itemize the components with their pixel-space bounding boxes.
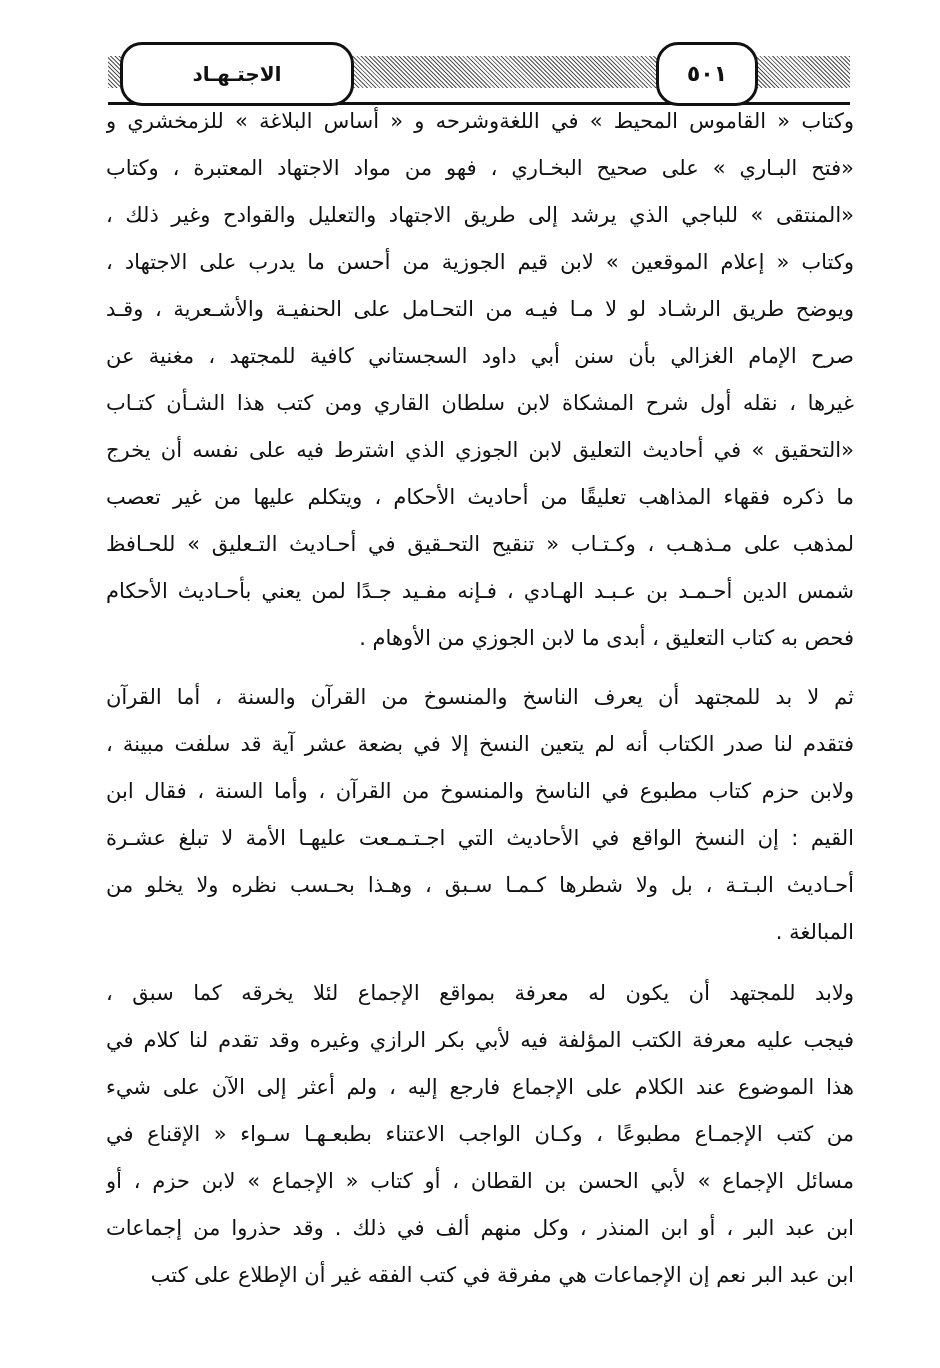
text-line: هذا الموضوع عند الكلام على الإجماع فارجع إليه ، ولم أعثر إلى الآن على شيء	[106, 1075, 854, 1099]
text-line: مسائل الإجماع » لأبي الحسن بن القطان ، أو كتاب « الإجماع » لابن حزم ، أو	[106, 1169, 854, 1193]
paragraph-2	[106, 674, 854, 956]
text-line: «فتح البـاري » على صحيح البخـاري ، فهو من مواد الاجتهاد المعتبرة ، وكتاب	[106, 156, 854, 180]
text-line: المبالغة .	[775, 920, 854, 944]
text-line: ثم لا بد للمجتهد أن يعرف الناسخ والمنسوخ من القرآن والسنة ، أما القرآن	[106, 685, 854, 709]
text-line: ما ذكره فقهاء المذاهب تعليقًا من أحاديث الأحكام ، ويتكلم عليها من غير تعصب	[106, 485, 854, 509]
text-line: ولابد للمجتهد أن يكون له معرفة بمواقع الإجماع لئلا يخرقه كما سبق ،	[106, 981, 854, 1005]
page-number: ٥٠١	[656, 42, 758, 106]
text-line: فحص به كتاب التعليق ، أبدى ما لابن الجوزي من الأوهام .	[359, 626, 854, 650]
text-line: أحـاديث البـتـة ، بل ولا شطرها كـمـا سـبق ، وهـذا بحـسب نظره ولا يخلو من	[106, 873, 854, 897]
text-line: شمس الدين أحـمـد بن عـبـد الهـادي ، فـإنه مفـيد جـدًا لمن يعني بأحـاديث الأحكام	[106, 579, 854, 603]
text-line: ويوضح طريق الرشـاد لو لا مـا فيـه من التحـامل على الحنفيـة والأشـعرية ، وقـد	[106, 297, 854, 321]
text-line: القيم : إن النسخ الواقع في الأحاديث التي اجـتـمـعت عليهـا الأمة لا تبلغ عشـرة	[106, 826, 854, 850]
paragraph-1	[106, 98, 854, 662]
text-line: وكتاب « إعلام الموقعين » لابن قيم الجوزية من أحسن ما يدرب على الاجتهاد ،	[106, 250, 854, 274]
text-line: غيرها ، نقله أول شرح المشكاة لابن سلطان القاري ومن كتب هذا الشـأن كتـاب	[106, 391, 854, 415]
text-line: فتقدم لنا صدر الكتاب أنه لم يتعين النسخ إلا في بضعة عشر آية قد سلفت مبينة ،	[106, 732, 854, 756]
text-line: ابن عبد البر نعم إن الإجماعات هي مفرقة في كتب الفقه غير أن الإطلاع على كتب	[150, 1263, 854, 1287]
text-line: «المنتقى » للباجي الذي يرشد إلى طريق الاجتهاد والتعليل والقوادح وغير ذلك ،	[106, 203, 854, 227]
text-line: صرح الإمام الغزالي بأن سنن أبي داود السجستاني كافية للمجتهد ، مغنية عن	[106, 344, 854, 368]
running-header	[108, 40, 850, 106]
text-line: وكتاب « القاموس المحيط » في اللغةوشرحه و « أساس البلاغة » للزمخشري و	[106, 109, 854, 133]
text-line: «التحقيق » في أحاديث التعليق لابن الجوزي الذي اشترط فيه على نفسه أن يخرج	[106, 438, 854, 462]
text-line: من كتب الإجمـاع مطبوعًا ، وكـان الواجب الاعتناء بطبعـهـا سـواء « الإقناع في	[106, 1122, 854, 1146]
chapter-title: الاجتـهـاد	[120, 42, 354, 106]
text-line: لمذهب على مـذهـب ، وكـتـاب « تنقيح التحـقيق في أحـاديث التـعليق » للحـافظ	[106, 532, 854, 556]
paragraph-3	[106, 970, 854, 1299]
text-line: ابن عبد البر ، أو ابن المنذر ، وكل منهم ألف في ذلك . وقد حذروا من إجماعات	[106, 1216, 854, 1240]
text-line: فيجب عليه معرفة الكتب المؤلفة فيه لأبي بكر الرازي وغيره وقد تقدم لنا كلام في	[106, 1028, 854, 1052]
text-line: ولابن حزم كتاب مطبوع في الناسخ والمنسوخ من القرآن ، وأما السنة ، فقال ابن	[106, 779, 854, 803]
